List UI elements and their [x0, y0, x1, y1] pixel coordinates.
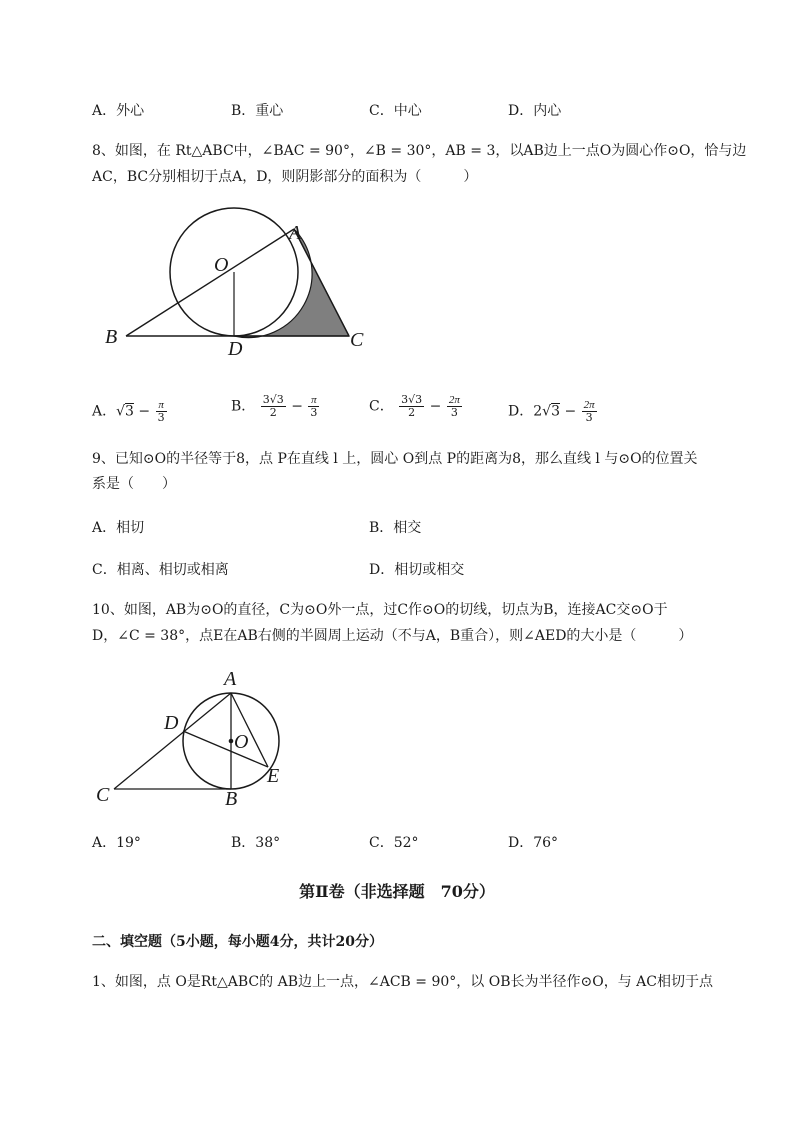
q8-label-b: B: [105, 326, 118, 348]
q10-label-o: O: [234, 731, 249, 753]
q10-option-b: B．38°: [231, 835, 281, 851]
q9-stem-line1: 9、已知⊙O的半径等于8，点 P在直线 l 上，圆心 O到点 P的距离为8，那么直线 l 与⊙O的位置关: [92, 451, 698, 467]
q8-option-a: A．√3 − $\frac{\pi}{3}$: [92, 399, 165, 424]
q9-stem-line2: 系是（ ）: [92, 476, 176, 492]
q8-option-d: D．2√3 − $\frac{2\pi}{3}$: [508, 399, 595, 424]
section-title: 第Ⅱ卷（非选择题 70分）: [299, 882, 495, 901]
q7-option-c: C．中心: [369, 103, 422, 119]
q10-option-a: A．19°: [92, 835, 141, 851]
q8-label-c: C: [350, 329, 364, 351]
q10-label-a: A: [224, 668, 237, 690]
q8-label-d: D: [228, 338, 243, 360]
q8-option-b: B． $\frac{3√3}{2}$ − $\frac{\pi}{3}$: [231, 393, 318, 419]
q10-label-b: B: [225, 788, 238, 810]
q10-stem-line1: 10、如图，AB为⊙O的直径，C为⊙O外一点，过C作⊙O的切线，切点为B，连接AC交⊙O于: [92, 602, 668, 618]
q10-stem-line2: D，∠C = 38°，点E在AB右侧的半圆周上运动（不与A，B重合），则∠AED的大小是（ ）: [92, 628, 693, 644]
q8-option-c: C． $\frac{3√3}{2}$ − $\frac{2\pi}{3}$: [369, 393, 460, 419]
q10-option-d: D．76°: [508, 835, 559, 851]
q8-stem-line2: AC，BC分别相切于点A，D，则阴影部分的面积为（ ）: [92, 169, 478, 185]
q7-option-d: D．内心: [508, 103, 562, 119]
section-subtitle: 二、填空题（5小题，每小题4分，共计20分）: [92, 934, 383, 950]
q8-label-a: A: [289, 222, 302, 244]
q8-line-ba: [126, 229, 294, 336]
q8-figure: [95, 205, 385, 360]
q9-option-a: A．相切: [92, 520, 145, 536]
q10-line-de: [183, 731, 268, 767]
q10-figure: [90, 665, 300, 815]
q10-label-e: E: [267, 765, 280, 787]
q7-option-a: A．外心: [92, 103, 145, 119]
q9-option-d: D．相切或相交: [369, 562, 465, 578]
q10-label-d: D: [164, 712, 179, 734]
q10-label-c: C: [96, 784, 110, 806]
q10-center-dot: [229, 739, 234, 744]
q7-option-b: B．重心: [231, 103, 284, 119]
q8-label-o: O: [214, 254, 229, 276]
q10-line-ca: [114, 693, 231, 789]
q9-option-c: C．相离、相切或相离: [92, 562, 229, 578]
q10-option-c: C．52°: [369, 835, 419, 851]
q8-stem-line1: 8、如图，在 Rt△ABC中，∠BAC = 90°，∠B = 30°，AB = 3，以AB边上一点O为圆心作⊙O，恰与边: [92, 143, 747, 159]
fill1-stem-line1: 1、如图，点 O是Rt△ABC的 AB边上一点，∠ACB = 90°，以 OB长为半径作⊙O，与 AC相切于点: [92, 974, 713, 990]
q9-option-b: B．相交: [369, 520, 422, 536]
